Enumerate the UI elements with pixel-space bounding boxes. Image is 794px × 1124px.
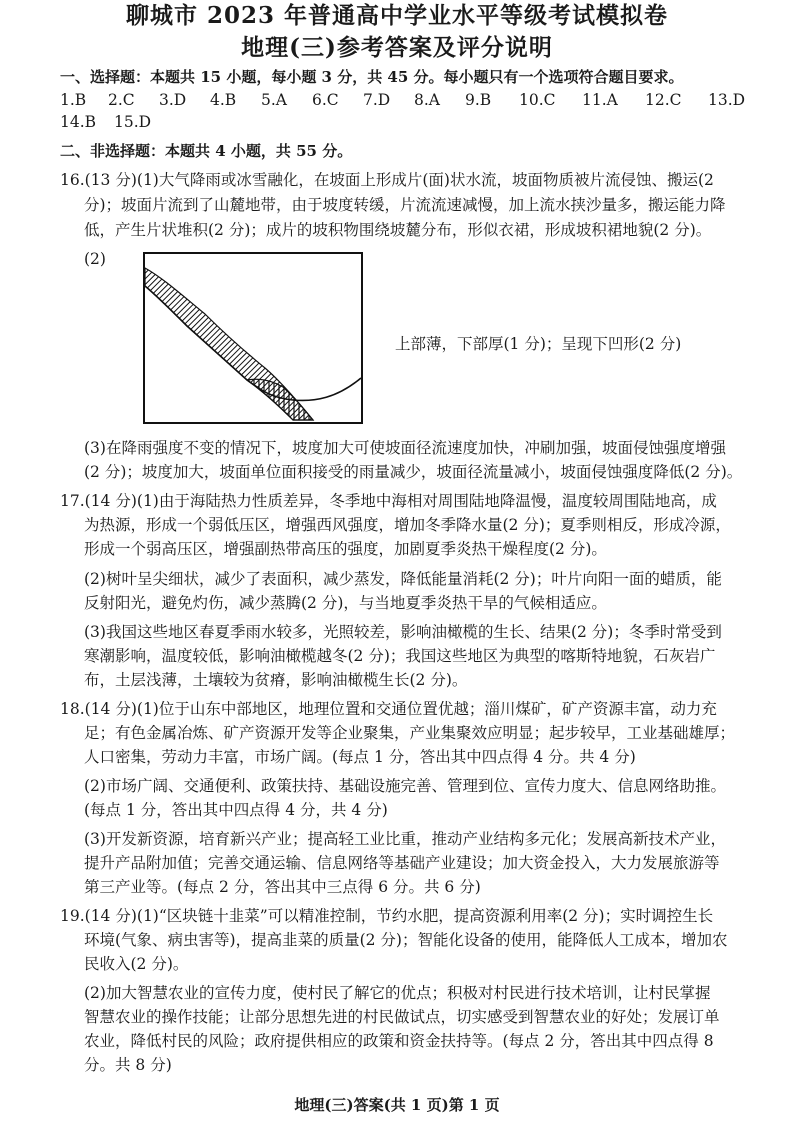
q19-line: 民收入(2 分)。 [84, 955, 189, 973]
mc-answer: 1.B [60, 91, 87, 109]
q16-line: 分)；坡面片流到了山麓地带，由于坡度转缓，片流流速减慢，加上流水挟沙量多，搬运能力降 [84, 196, 726, 214]
q19-line: 分。共 8 分) [84, 1056, 172, 1074]
q17-line: 形成一个弱高压区，增强副热带高压的强度，加剧夏季炎热干燥程度(2 分)。 [84, 540, 607, 558]
q19-line: 环境(气象、病虫害等)，提高韭菜的质量(2 分)；智能化设备的使用，能降低人工成本，增加农 [84, 931, 728, 949]
q18-line: (3)开发新资源，培育新兴产业；提高轻工业比重，推动产业结构多元化；发展高新技术产业， [84, 830, 726, 848]
mc-answer: 3.D [159, 91, 187, 109]
q18-line: (每点 1 分，答出其中四点得 4 分，共 4 分) [84, 801, 388, 819]
q18-line: (2)市场广阔、交通便利、政策扶持、基础设施完善、管理到位、宣传力度大、信息网络助推。 [84, 777, 726, 795]
q17-line: 寒潮影响，温度较低，影响油橄榄越冬(2 分)；我国这些地区为典型的喀斯特地貌，石灰岩广 [84, 647, 716, 665]
mc-answers-row2 [60, 111, 260, 133]
mc-answer: 2.C [108, 91, 135, 109]
slope-deposit-figure [143, 252, 363, 424]
q17-line: (3)我国这些地区春夏季雨水较多，光照较差，影响油橄榄的生长、结果(2 分)；冬季时常受到 [84, 623, 722, 641]
q17-line: 17.(14 分)(1)由于海陆热力性质差异，冬季地中海相对周围陆地降温慢，温度较周围陆地高，成 [60, 492, 717, 510]
q18-line: 提升产品附加值；完善交通运输、信息网络等基础产业建设；加大资金投入，大力发展旅游等 [84, 854, 720, 872]
q19-line: (2)加大智慧农业的宣传力度，使村民了解它的优点；积极对村民进行技术培训，让村民掌握 [84, 984, 711, 1002]
exam-subtitle: 地理(三)参考答案及评分说明 [241, 34, 553, 61]
q17-line: 布，土层浅薄，土壤较为贫瘠，影响油橄榄生长(2 分)。 [84, 671, 468, 689]
q18-line: 人口密集，劳动力丰富，市场广阔。(每点 1 分，答出其中四点得 4 分。共 4 分) [84, 748, 636, 766]
q17-line: (2)树叶呈尖细状，减少了表面积，减少蒸发，降低能量消耗(2 分)；叶片向阳一面的蜡质，能 [84, 570, 722, 588]
q16-line: (2 分)；坡度加大，坡面单位面积接受的雨量减少，坡面径流量减小，坡面侵蚀强度降低(2 分)。 [84, 463, 743, 481]
section2-heading: 二、非选择题：本题共 4 小题，共 55 分。 [60, 142, 353, 160]
q17-line: 反射阳光，避免灼伤，减少蒸腾(2 分)，与当地夏季炎热干旱的气候相适应。 [84, 594, 607, 612]
mc-answer: 13.D [708, 91, 746, 109]
q18-line: 足；有色金属冶炼、矿产资源开发等企业聚集，产业集聚效应明显；起步较早，工业基础雄厚； [84, 724, 736, 742]
q17-line: 为热源，形成一个弱低压区，增强西风强度，增加冬季降水量(2 分)；夏季则相反，形成冷源， [84, 516, 731, 534]
exam-title: 聊城市 2023 年普通高中学业水平等级考试模拟卷 [125, 2, 669, 29]
figure-frame [144, 253, 362, 423]
q16-line: 低，产生片状堆积(2 分)；成片的坡积物围绕坡麓分布，形似衣裙，形成坡积裙地貌(2 分)。 [84, 221, 712, 239]
mc-answer: 14.B [60, 113, 97, 131]
q16-part2-answer: 上部薄，下部厚(1 分)；呈现下凹形(2 分) [395, 335, 682, 353]
mc-answer: 8.A [414, 91, 440, 109]
mc-answer: 9.B [465, 91, 492, 109]
q19-line: 智慧农业的操作技能；让部分思想先进的村民做试点，切实感受到智慧农业的好处；发展订单 [84, 1008, 720, 1026]
q16-line: 16.(13 分)(1)大气降雨或冰雪融化，在坡面上形成片(面)状水流，坡面物质被片流侵蚀、搬运(2 [60, 171, 714, 189]
q18-line: 第三产业等。(每点 2 分，答出其中三点得 6 分。共 6 分) [84, 878, 481, 896]
q18-line: 18.(14 分)(1)位于山东中部地区，地理位置和交通位置优越；淄川煤矿，矿产资源丰富，动力充 [60, 700, 717, 718]
q19-line: 农业，降低村民的风险；政府提供相应的政策和资金扶持等。(每点 2 分，答出其中四点得 8 [84, 1032, 714, 1050]
mc-answer: 4.B [210, 91, 237, 109]
q16-part2-label: (2) [84, 250, 106, 268]
mc-answer: 12.C [645, 91, 682, 109]
mc-answer: 5.A [261, 91, 287, 109]
q16-line: (3)在降雨强度不变的情况下，坡度加大可使坡面径流速度加快，冲刷加强，坡面侵蚀强度增强 [84, 439, 726, 457]
mc-answers-row1 [60, 89, 760, 111]
mc-answer: 15.D [114, 113, 152, 131]
page-footer: 地理(三)答案(共 1 页)第 1 页 [294, 1096, 500, 1114]
mc-answer: 7.D [363, 91, 391, 109]
mc-answer: 11.A [582, 91, 618, 109]
mc-answer: 6.C [312, 91, 339, 109]
section1-heading: 一、选择题：本题共 15 小题，每小题 3 分，共 45 分。每小题只有一个选项符合题目要求。 [60, 68, 684, 86]
mc-answer: 10.C [519, 91, 556, 109]
q19-line: 19.(14 分)(1)“区块链十韭菜”可以精准控制，节约水肥，提高资源利用率(2 分)；实时调控生长 [60, 907, 714, 925]
